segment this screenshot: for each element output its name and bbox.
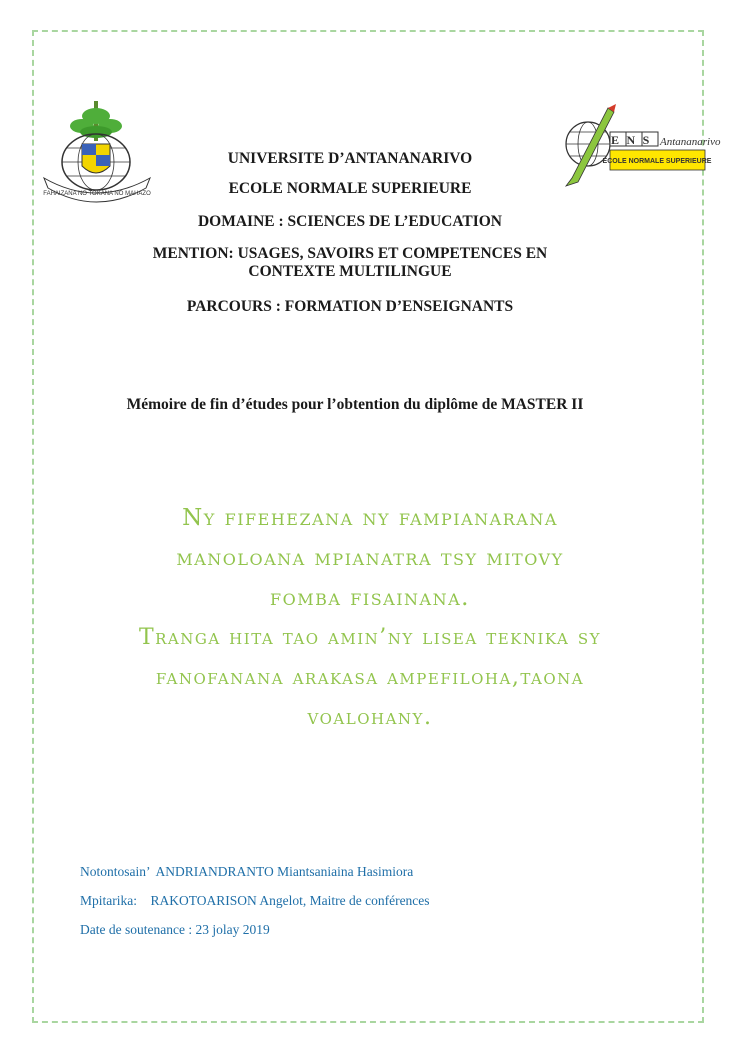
domain-line: DOMAINE : SCIENCES DE L’EDUCATION	[197, 213, 503, 230]
supervisor-line: Mpitarika: RAKOTOARISON Angelot, Maitre de conférences	[80, 893, 430, 908]
thesis-subtitle-line-3: voalohany.	[307, 705, 433, 730]
ens-logo-school: ECOLE NORMALE SUPERIEURE	[602, 158, 712, 165]
mention-line-1: MENTION: USAGES, SAVOIRS ET COMPETENCES EN	[152, 245, 548, 262]
memoire-statement: Mémoire de fin d’études pour l’obtention du diplôme de MASTER II	[126, 396, 584, 413]
thesis-title-line-3: fomba fisainana.	[270, 585, 470, 611]
ens-logo-city: Antananarivo	[660, 136, 721, 148]
thesis-title	[60, 498, 680, 618]
author-line: Notontosain’ ANDRIANDRANTO Miantsaniaina Hasimiora	[80, 864, 414, 879]
parcours-line: PARCOURS : FORMATION D’ENSEIGNANTS	[186, 298, 514, 315]
university-logo-motto: FAHAIZANA NO TOKANA NO MAHAZO	[43, 191, 151, 197]
school-name: ECOLE NORMALE SUPERIEURE	[228, 180, 472, 197]
thesis-subtitle	[60, 618, 680, 738]
thesis-title-line-1: Ny fifehezana ny fampianarana	[182, 505, 558, 531]
thesis-title-line-2: manoloana mpianatra tsy mitovy	[176, 545, 564, 571]
thesis-subtitle-line-1: Tranga hita tao amin’ny lisea teknika sy	[138, 625, 602, 650]
ens-logo-letters: ENS	[611, 133, 657, 147]
mention-line-2: CONTEXTE MULTILINGUE	[248, 263, 452, 280]
defense-date-line: Date de soutenance : 23 jolay 2019	[80, 922, 270, 937]
thesis-subtitle-line-2: fanofanana arakasa ampefiloha,taona	[155, 665, 585, 690]
university-name: UNIVERSITE D’ANTANANARIVO	[227, 150, 473, 167]
mention-block	[100, 245, 600, 281]
